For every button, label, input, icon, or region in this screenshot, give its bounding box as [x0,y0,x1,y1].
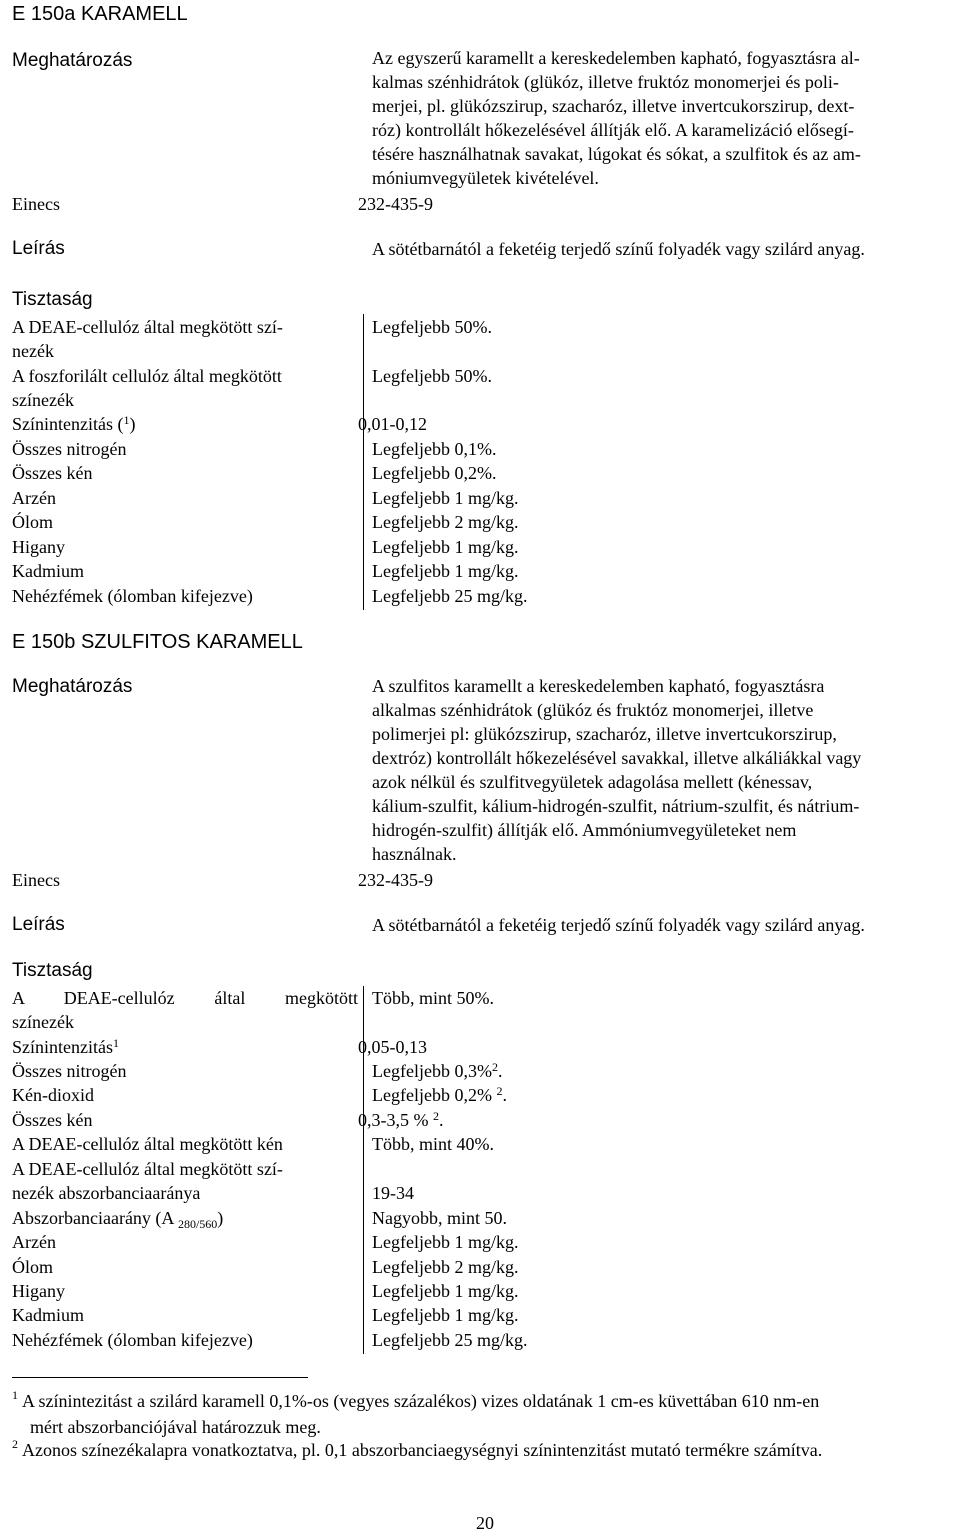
section-a-purity-heading: Tisztaság [12,289,93,310]
purity-value: 0,01-0,12 [358,414,427,434]
purity-label: Színintenzitás ($^1$) [12,413,136,434]
footnote-ref: 1 [112,1036,119,1050]
footnote-1 [12,1389,958,1439]
footnote-text-continued: mért abszorbanciójával határozzuk meg. [30,1417,321,1437]
section-b-definition-heading: Meghatározás [12,676,133,697]
section-a-einecs-value: 232-435-9 [358,194,433,214]
definition-line: dextróz) kontrollált hőkezelésével savakkal, illetve alkáliákkal vagy [372,748,862,768]
purity-value: Legfeljebb 2 mg/kg. [372,512,519,532]
purity-label: Kadmium [12,1305,84,1325]
section-b-einecs-label: Einecs [12,870,60,890]
purity-label: Nehézfémek (ólomban kifejezve) [12,586,253,606]
purity-label-line: nezék abszorbanciaaránya [12,1183,201,1203]
purity-label: Arzén [12,1232,56,1252]
subscript: 280/560 [177,1217,218,1231]
purity-value: Legfeljebb 1 mg/kg. [372,488,519,508]
footnote-2 [12,1438,958,1464]
definition-line: móniumvegyületek kivételével. [372,168,599,188]
definition-line: merjei, pl. glükózszirup, szacharóz, illetve invertcukorszirup, dext- [372,96,855,116]
purity-value: Legfeljebb 0,2%. [372,463,497,483]
purity-label: Higany [12,537,65,557]
purity-label: Arzén [12,488,56,508]
definition-line: azok nélkül és szulfitvegyületek adagolása mellett (kénessav, [372,772,813,792]
definition-line: kálium-szulfit, kálium-hidrogén-szulfit, nátrium-szulfit, és nátrium- [372,796,860,816]
purity-label: Összes nitrogén [12,439,127,459]
section-b-definition-text [372,674,958,866]
purity-label: Nehézfémek (ólomban kifejezve) [12,1330,253,1350]
section-b-description-heading: Leírás [12,914,65,935]
purity-value: Több, mint 40%. [372,1134,494,1154]
section-b-einecs-value: 232-435-9 [358,870,433,890]
page-number: 20 [476,1513,494,1533]
purity-label-line: A DEAE-cellulóz által megkötött [12,988,358,1008]
purity-value: Legfeljebb 25 mg/kg. [372,1330,528,1350]
definition-line: Az egyszerű karamellt a kereskedelemben kapható, fogyasztásra al- [372,48,860,68]
purity-value: 0,3-3,5 % $^2$. [358,1109,444,1130]
purity-value: Legfeljebb 25 mg/kg. [372,586,528,606]
purity-label: Összes kén [12,1110,93,1130]
section-a-description-value: A sötétbarnától a feketéig terjedő színű folyadék vagy szilárd anyag. [372,239,865,259]
section-a-definition-text [372,46,958,190]
section-b-description-value: A sötétbarnától a feketéig terjedő színű folyadék vagy szilárd anyag. [372,915,865,935]
purity-label-line: A foszforilált cellulóz által megkötött [12,366,282,386]
definition-line: róz) kontrollált hőkezelésével állítják elő. A karamelizáció elősegí- [372,120,854,140]
footnote-ref: 2 [491,1060,498,1074]
purity-value: Legfeljebb 1 mg/kg. [372,1232,519,1252]
purity-label: Ólom [12,512,54,532]
definition-line: alkalmas szénhidrátok (glükóz és fruktóz monomerjei, illetve [372,700,814,720]
purity-label-line: nezék [12,341,54,361]
definition-line: A szulfitos karamellt a kereskedelemben kapható, fogyasztásra [372,676,825,696]
footnote-number: 1 [12,1388,18,1402]
section-a-definition-heading: Meghatározás [12,50,133,71]
section-a-column-divider [363,314,364,610]
purity-value: Legfeljebb 50%. [372,366,492,386]
purity-label-line: A DEAE-cellulóz által megkötött szí- [12,317,283,337]
definition-line: hidrogén-szulfit) állítják elő. Ammóniumvegyületeket nem [372,820,797,840]
purity-label: Összes kén [12,463,93,483]
purity-value: Legfeljebb 0,3%$^2$. [372,1060,503,1081]
purity-value: Legfeljebb 0,2% $^2$. [372,1084,507,1105]
section-b-purity-heading: Tisztaság [12,960,93,981]
footnote-separator [12,1377,308,1378]
section-a-einecs-label: Einecs [12,194,60,214]
purity-label [12,315,358,363]
purity-label [12,1157,358,1205]
purity-label-line: színezék [12,390,74,410]
purity-value: Legfeljebb 1 mg/kg. [372,537,519,557]
purity-label: Kadmium [12,561,84,581]
footnote-text: A színintezitást a szilárd karamell 0,1%-os (vegyes százalékos) vizes oldatának 1 cm-es küvettában 610 nm-en [22,1391,820,1411]
purity-label-line: A DEAE-cellulóz által megkötött szí- [12,1159,283,1179]
section-a-description-heading: Leírás [12,238,65,259]
purity-label: Kén-dioxid [12,1085,94,1105]
purity-value: 0,05-0,13 [358,1037,427,1057]
purity-value: Legfeljebb 50%. [372,317,492,337]
purity-label [12,986,358,1034]
definition-line: kalmas szénhidrátok (glükóz, illetve fruktóz monomerjei és poli- [372,72,839,92]
purity-label: A DEAE-cellulóz által megkötött kén [12,1134,283,1154]
purity-value: Legfeljebb 1 mg/kg. [372,561,519,581]
footnote-ref: 2 [496,1084,503,1098]
footnote-text: Azonos színezékalapra vonatkoztatva, pl. 0,1 abszorbanciaegységnyi színintenzitást mutató termékre számítva. [22,1440,823,1460]
section-b-title: E 150b SZULFITOS KARAMELL [12,631,303,653]
purity-label: Összes nitrogén [12,1061,127,1081]
purity-label-line: színezék [12,1012,74,1032]
purity-value: Legfeljebb 1 mg/kg. [372,1281,519,1301]
footnote-ref: 2 [433,1109,439,1123]
purity-label: Higany [12,1281,65,1301]
purity-label: Abszorbanciaarány (A $_{280/560}$) [12,1208,224,1231]
footnote-number: 2 [12,1437,18,1451]
purity-value: Legfeljebb 1 mg/kg. [372,1305,519,1325]
purity-value: Legfeljebb 0,1%. [372,439,497,459]
section-a-title: E 150a KARAMELL [12,3,188,25]
definition-line: polimerjei pl: glükózszirup, szacharóz, illetve invertcukorszirup, [372,724,837,744]
purity-label: Ólom [12,1257,54,1277]
purity-label: Színintenzitás$^1$ [12,1036,119,1057]
purity-label [12,364,358,412]
purity-value: Több, mint 50%. [372,988,494,1008]
purity-value: Nagyobb, mint 50. [372,1208,507,1228]
footnote-ref: 1 [123,413,130,427]
purity-value: 19-34 [372,1183,414,1203]
purity-value: Legfeljebb 2 mg/kg. [372,1257,519,1277]
definition-line: tésére használhatnak savakat, lúgokat és sókat, a szulfitok és az am- [372,144,861,164]
definition-line: használnak. [372,844,457,864]
